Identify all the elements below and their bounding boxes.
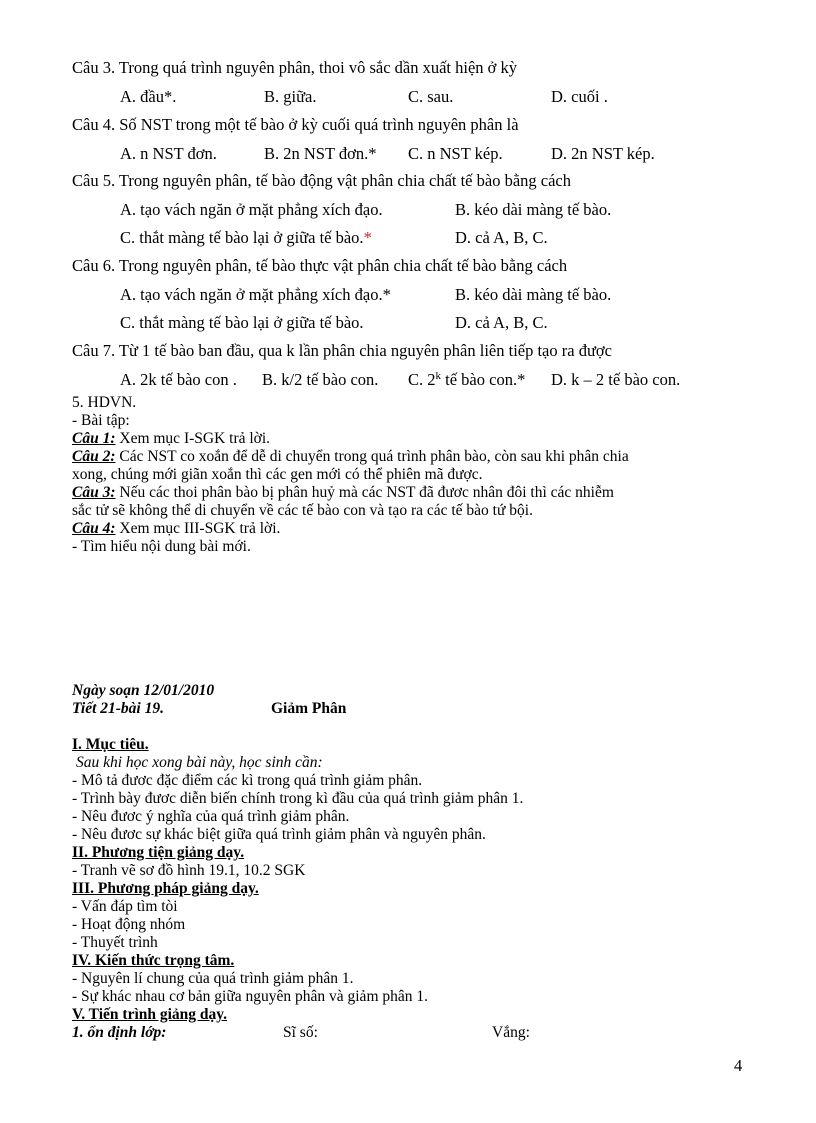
section-3-title: III. Phương pháp giảng dạy. xyxy=(72,880,259,897)
section-4-title: IV. Kiến thức trọng tâm. xyxy=(72,952,235,969)
question-6-option-b: B. kéo dài màng tế bào. xyxy=(455,285,612,304)
question-5-option-a: A. tạo vách ngăn ở mặt phẳng xích đạo. xyxy=(120,200,383,219)
question-4-stem: Câu 4. Số NST trong một tế bào ở kỳ cuối quá trình nguyên phân là xyxy=(72,115,519,134)
answer-marker: * xyxy=(363,228,372,247)
homework-item-3 xyxy=(72,484,614,502)
section-5-title: V. Tiến trình giảng dạy. xyxy=(72,1006,228,1023)
homework-item-2-cont: xong, chúng mới giãn xoắn thì các gen mới có thể phiên mã được. xyxy=(72,466,483,483)
question-5-stem: Câu 5. Trong nguyên phân, tế bào động vật phân chia chất tế bào bằng cách xyxy=(72,171,571,190)
question-4-option-d: D. 2n NST kép. xyxy=(551,144,655,163)
homework-item-4 xyxy=(72,520,280,538)
homework-item-3-label: Câu 3: xyxy=(72,484,116,501)
section-1-intro: Sau khi học xong bài này, học sinh cần: xyxy=(76,754,323,771)
question-6-option-c: C. thắt màng tế bào lại ở giữa tế bào. xyxy=(120,313,364,332)
lesson-date: Ngày soạn 12/01/2010 xyxy=(72,682,215,699)
question-3-option-c: C. sau. xyxy=(408,87,454,106)
homework-item-2-label: Câu 2: xyxy=(72,448,116,465)
question-7-option-c-exponent: k xyxy=(435,370,442,382)
question-7-option-b: B. k/2 tế bào con. xyxy=(262,370,379,389)
section-4-item: - Nguyên lí chung của quá trình giảm phân 1. xyxy=(72,970,354,987)
question-7-option-d: D. k – 2 tế bào con. xyxy=(551,370,681,389)
page-number: 4 xyxy=(734,1056,743,1075)
homework-item-4-text: Xem mục III-SGK trả lời. xyxy=(115,520,281,537)
question-7-stem: Câu 7. Từ 1 tế bào ban đầu, qua k lần phân chia nguyên phân liên tiếp tạo ra được xyxy=(72,341,612,360)
section-3-item: - Thuyết trình xyxy=(72,934,158,951)
homework-item-4-label: Câu 4: xyxy=(72,520,116,537)
question-5-option-b: B. kéo dài màng tế bào. xyxy=(455,200,612,219)
section-1-item: - Nêu đươc sự khác biệt giữa quá trình giảm phân và nguyên phân. xyxy=(72,826,486,843)
homework-item-2-text: Các NST co xoắn để dễ di chuyển trong quá trình phân bào, còn sau khi phân chia xyxy=(115,448,629,465)
question-7-option-c-base: C. 2 xyxy=(408,370,436,389)
homework-title: 5. HDVN. xyxy=(72,394,137,411)
section-1-item: - Mô tả đươc đặc điểm các kì trong quá trình giảm phân. xyxy=(72,772,423,789)
question-4-option-c: C. n NST kép. xyxy=(408,144,503,163)
question-6-option-a: A. tạo vách ngăn ở mặt phẳng xích đạo.* xyxy=(120,285,391,304)
question-7-option-a: A. 2k tế bào con . xyxy=(120,370,237,389)
question-6-stem: Câu 6. Trong nguyên phân, tế bào thực vật phân chia chất tế bào bằng cách xyxy=(72,256,568,275)
homework-next: - Tìm hiểu nội dung bài mới. xyxy=(72,538,251,555)
question-3-option-a: A. đầu*. xyxy=(120,87,177,106)
homework-item-2 xyxy=(72,448,629,466)
section-3-item: - Hoạt động nhóm xyxy=(72,916,186,933)
lesson-title: Giảm Phân xyxy=(271,700,347,717)
question-4-option-b: B. 2n NST đơn.* xyxy=(264,144,377,163)
homework-item-3-text: Nếu các thoi phân bào bị phân huỷ mà các NST đã đươc nhân đôi thì các nhiễm xyxy=(115,484,614,501)
question-7-option-c-rest: tế bào con.* xyxy=(441,370,526,389)
section-5-absent: Vắng: xyxy=(492,1024,530,1041)
question-3-option-b: B. giữa. xyxy=(264,87,317,106)
question-5-option-d: D. cả A, B, C. xyxy=(455,228,548,247)
section-1-item: - Trình bày đươc diễn biến chính trong kì đầu của quá trình giảm phân 1. xyxy=(72,790,524,807)
homework-item-1 xyxy=(72,430,270,448)
section-3-item: - Vấn đáp tìm tòi xyxy=(72,898,178,915)
question-3-option-d: D. cuối . xyxy=(551,87,608,106)
section-5-attendance: Sĩ số: xyxy=(283,1024,318,1041)
section-5-class-setup: 1. ổn định lớp: xyxy=(72,1024,167,1041)
question-3-stem: Câu 3. Trong quá trình nguyên phân, thoi vô sắc dần xuất hiện ở kỳ xyxy=(72,58,518,77)
section-2-title: II. Phương tiện giảng dạy. xyxy=(72,844,245,861)
lesson-period: Tiết 21-bài 19. xyxy=(72,700,164,717)
section-2-item: - Tranh vẽ sơ đồ hình 19.1, 10.2 SGK xyxy=(72,862,306,879)
section-1-item: - Nêu đươc ý nghĩa của quá trình giảm phân. xyxy=(72,808,350,825)
question-6-option-d: D. cả A, B, C. xyxy=(455,313,548,332)
homework-exercises: - Bài tập: xyxy=(72,412,130,429)
section-1-title: I. Mục tiêu. xyxy=(72,736,149,753)
question-5-option-c xyxy=(120,228,372,248)
homework-item-1-text: Xem mục I-SGK trả lời. xyxy=(115,430,271,447)
homework-item-1-label: Câu 1: xyxy=(72,430,116,447)
section-4-item: - Sự khác nhau cơ bản giữa nguyên phân và giảm phân 1. xyxy=(72,988,429,1005)
homework-item-3-cont: sắc tử sẽ không thể di chuyển về các tế bào con và tạo ra các tế bào tứ bội. xyxy=(72,502,533,519)
question-5-option-c-text: C. thắt màng tế bào lại ở giữa tế bào. xyxy=(120,228,364,247)
question-7-option-c xyxy=(408,370,525,390)
question-4-option-a: A. n NST đơn. xyxy=(120,144,217,163)
